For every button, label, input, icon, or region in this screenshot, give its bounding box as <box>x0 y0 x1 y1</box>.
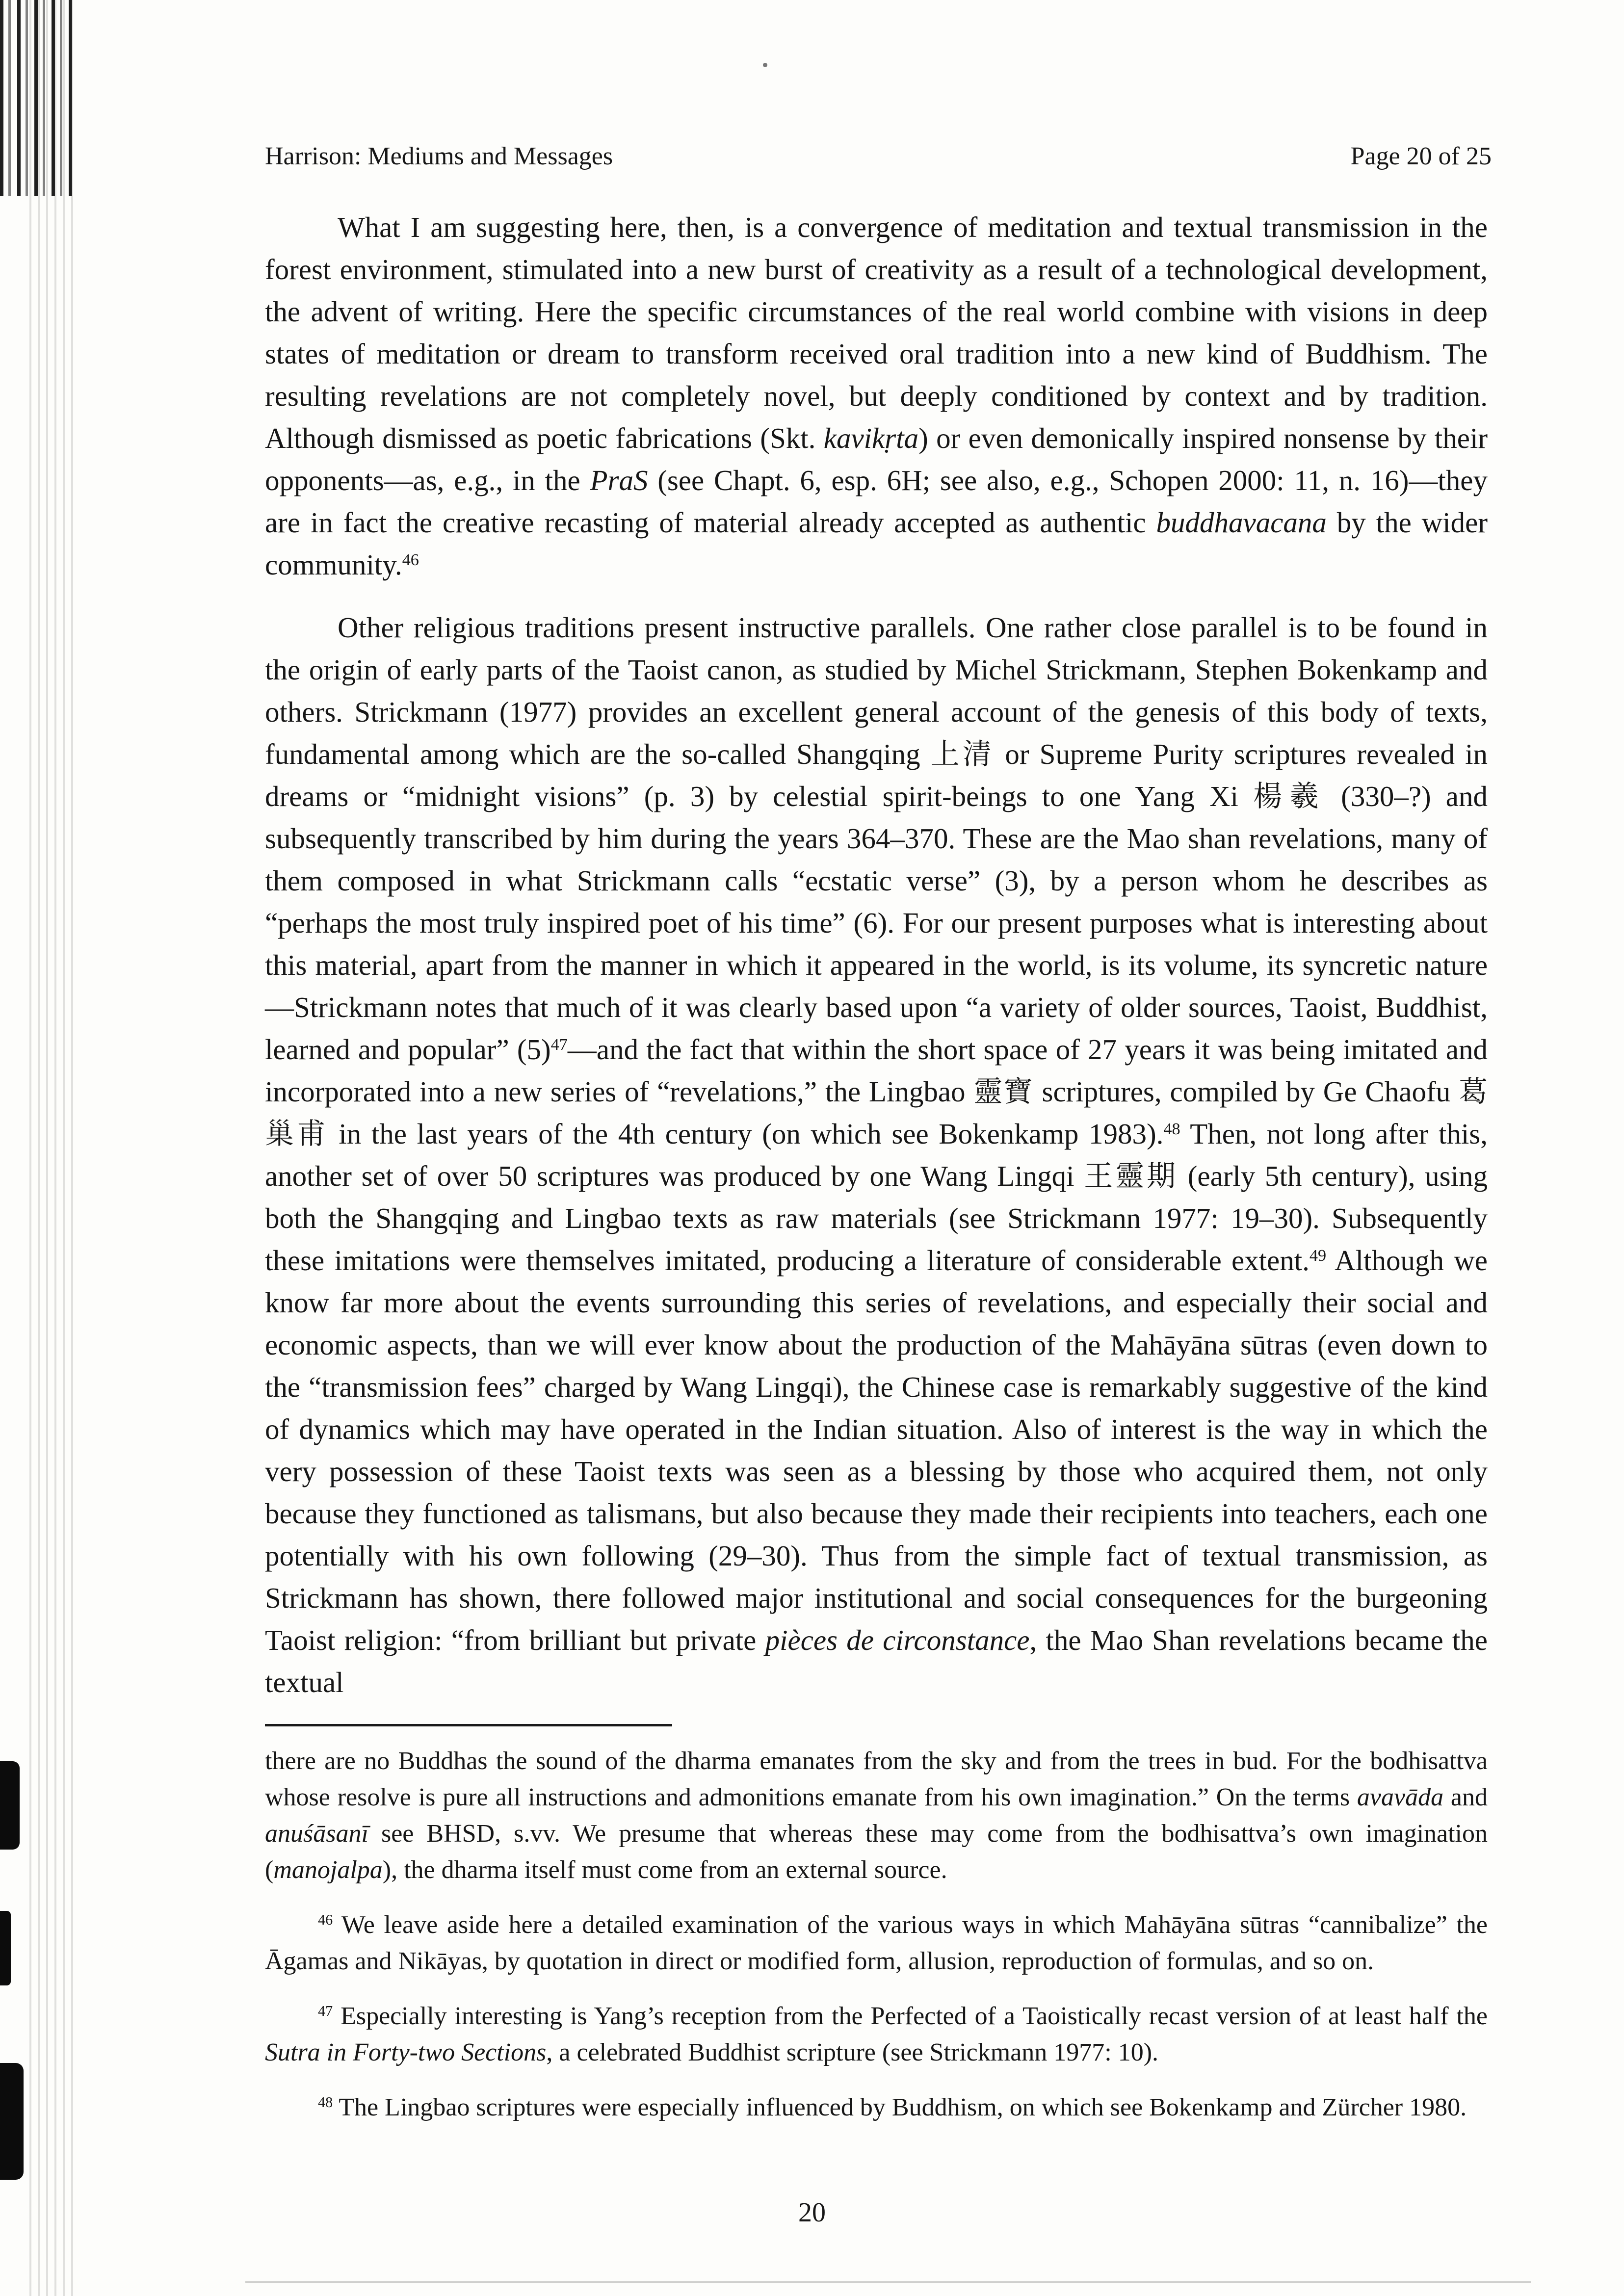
scan-artifact-bottom-line <box>245 2281 1531 2283</box>
page-header <box>265 142 1492 171</box>
footnote-separator <box>265 1724 672 1726</box>
footnote-continuation: there are no Buddhas the sound of the dharma emanates from the sky and from the trees in bud. For the bodhisattva whose resolve is pure all instructions and admonitions emanate from his own imagination.” On the terms avavāda and anuśāsanī see BHSD, s.vv. We presume that whereas these may come from the bodhisattva’s own imagination (manojalpa), the dharma itself must come from an external source. <box>265 1747 1488 1884</box>
page-number: 20 <box>798 2197 826 2228</box>
scan-artifact-edge-stripes <box>29 0 76 2296</box>
running-head: Harrison: Mediums and Messages <box>265 142 613 170</box>
scan-artifact-blob-3 <box>0 2063 24 2180</box>
footnote-46: $^{46}$ We leave aside here a detailed examination of the various ways in which Mahāyāna sūtras “cannibalize” the Āgamas and Nikāyas, by quotation in direct or modified form, allusion, reproduction of formulas, and so on. <box>265 1911 1488 1975</box>
page-content <box>265 206 1488 2144</box>
footnote-48: $^{48}$ The Lingbao scriptures were especially influenced by Buddhism, on which see Bokenkamp and Zürcher 1980. <box>318 2093 1467 2121</box>
page-indicator: Page 20 of 25 <box>1350 142 1492 170</box>
scan-artifact-blob-1 <box>0 1761 20 1850</box>
scan-artifact-speck-1 <box>763 63 767 67</box>
body-paragraph-1: What I am suggesting here, then, is a convergence of meditation and textual transmission in the forest environment, stimulated into a new burst of creativity as a result of a technological development, the advent of writing. Here the specific circumstances of the real world combine with visions in deep states of meditation or dream to transform received oral tradition into a new kind of Buddhism. The resulting revelations are not completely novel, but deeply conditioned by context and by tradition. Although dismissed as poetic fabrications (Skt. kavikṛta) or even demonically inspired nonsense by their opponents—as, e.g., in the PraS (see Chapt. 6, esp. 6H; see also, e.g., Schopen 2000: 11, n. 16)—they are in fact the creative recasting of material already accepted as authentic buddhavacana by the wider community.$^{46}$ <box>265 211 1488 581</box>
footnote-47: $^{47}$ Especially interesting is Yang’s reception from the Perfected of a Taoistically recast version of at least half the Sutra in Forty-two Sections, a celebrated Buddhist scripture (see Strickmann 1977: 10). <box>265 2002 1488 2066</box>
scan-artifact-blob-2 <box>0 1911 11 1985</box>
body-paragraph-2: Other religious traditions present instructive parallels. One rather close parallel is to be found in the origin of early parts of the Taoist canon, as studied by Michel Strickmann, Stephen Bokenkamp and others. Strickmann (1977) provides an excellent general account of the genesis of this body of texts, fundamental among which are the so-called Shangqing 上清 or Supreme Purity scriptures revealed in dreams or “midnight visions” (p. 3) by celestial spirit-beings to one Yang Xi 楊羲 (330–?) and subsequently transcribed by him during the years 364–370. These are the Mao shan revelations, many of them composed in what Strickmann calls “ecstatic verse” (3), by a person whom he describes as “perhaps the most truly inspired poet of his time” (6). For our present purposes what is interesting about this material, apart from the manner in which it appeared in the world, is its volume, its syncretic nature—Strickmann notes that much of it was clearly based upon “a variety of older sources, Taoist, Buddhist, learned and popular” $(5)^{47}—and$ the fact that within the short space of 27 years it was being imitated and incorporated into a new series of “revelations,” the Lingbao 靈寶 scriptures, compiled by Ge Chaofu 葛巢甫 in the last years of the 4th century (on which see Bokenkamp 1983).$^{48}$ Then, not long after this, another set of over 50 scriptures was produced by one Wang Lingqi 王靈期 (early 5th century), using both the Shangqing and Lingbao texts as raw materials (see Strickmann 1977: 19–30). Subsequently these imitations were themselves imitated, producing a literature of considerable extent.$^{49}$ Although we know far more about the events surrounding this series of revelations, and especially their social and economic aspects, than we will ever know about the production of the Mahāyāna sūtras (even down to the “transmission fees” charged by Wang Lingqi), the Chinese case is remarkably suggestive of the kind of dynamics which may have operated in the Indian situation. Also of interest is the way in which the very possession of these Taoist texts was seen as a blessing by those who acquired them, not only because they functioned as talismans, but also because they made their recipients into teachers, each one potentially with his own following (29–30). Thus from the simple fact of textual transmission, as Strickmann has shown, there followed major institutional and social consequences for the burgeoning Taoist religion: “from brilliant but private pièces de circonstance, the Mao Shan revelations became the textual <box>265 611 1488 1698</box>
